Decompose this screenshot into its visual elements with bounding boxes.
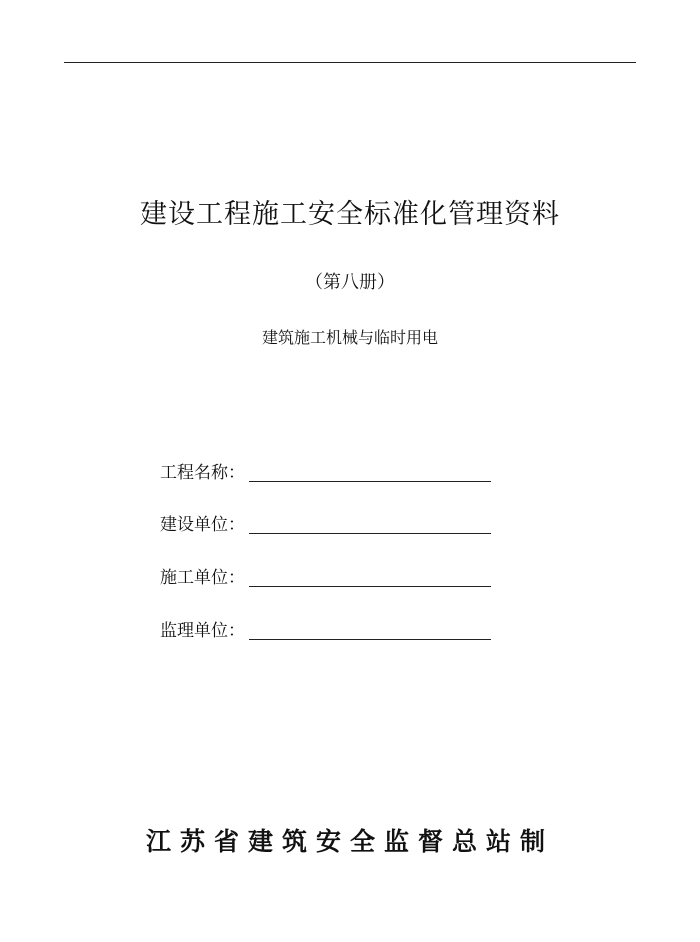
contractor-unit-field <box>160 563 491 589</box>
construction-unit-field <box>160 510 491 536</box>
supervision-unit-blank-line <box>249 639 491 640</box>
publisher-credit: 江苏省建筑安全监督总站制 <box>145 827 554 856</box>
construction-unit-blank-line <box>249 533 491 534</box>
contractor-unit-blank-line <box>249 586 491 587</box>
project-name-blank-line <box>249 481 491 482</box>
document-subtitle: 建筑施工机械与临时用电 <box>261 328 438 347</box>
project-name-label: 工程名称： <box>160 463 245 483</box>
contractor-unit-label: 施工单位： <box>160 568 245 588</box>
supervision-unit-label: 监理单位： <box>160 621 245 641</box>
top-divider-line <box>64 62 636 63</box>
supervision-unit-field <box>160 616 491 642</box>
volume-label: （第八册） <box>305 272 395 293</box>
project-name-field <box>160 458 491 484</box>
construction-unit-label: 建设单位： <box>160 515 245 535</box>
document-title: 建设工程施工安全标准化管理资料 <box>140 199 560 230</box>
